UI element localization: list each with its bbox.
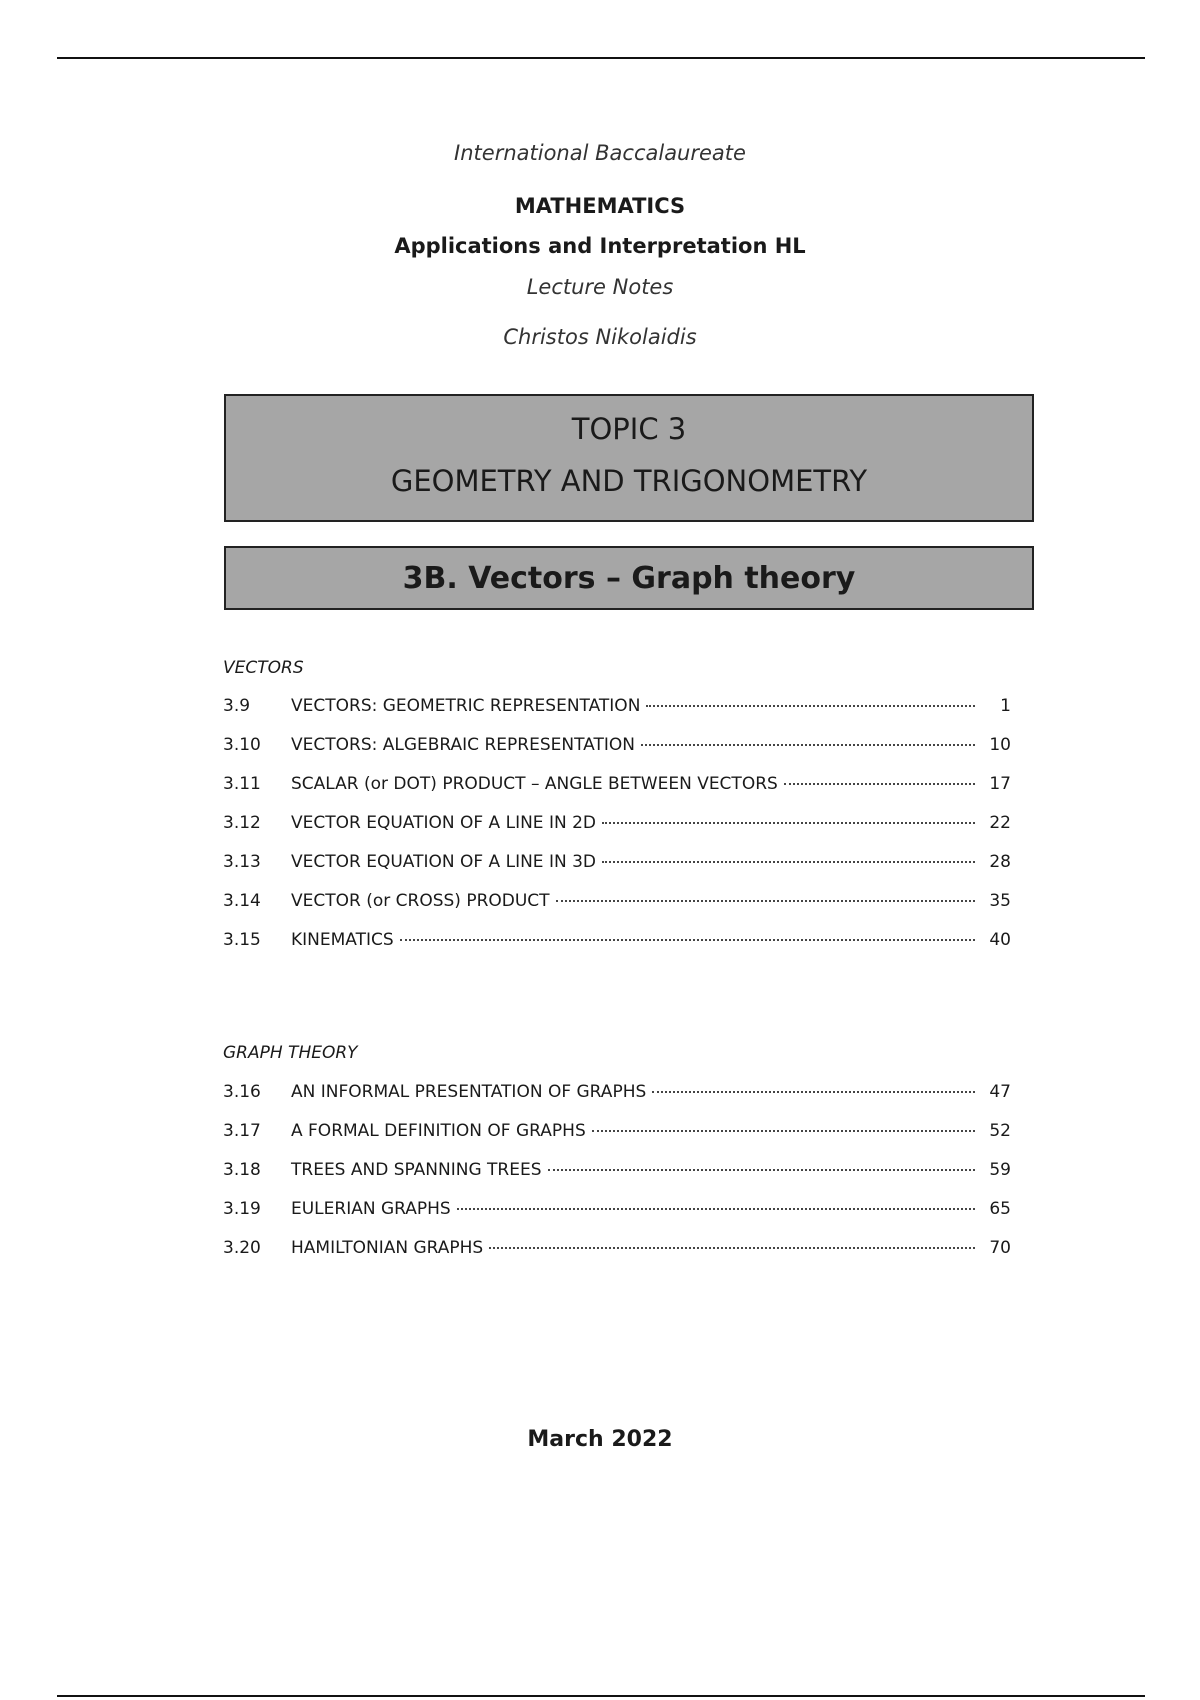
toc-entry-number: 3.10: [223, 735, 261, 755]
toc-entry[interactable]: [223, 1121, 1011, 1160]
toc-entry-title: VECTOR EQUATION OF A LINE IN 2D: [291, 813, 596, 833]
toc-entry-page: 28: [989, 852, 1011, 872]
section-heading-graph-theory: GRAPH THEORY: [223, 1043, 358, 1063]
document-type: Lecture Notes: [526, 275, 674, 299]
toc-entry-number: 3.14: [223, 891, 261, 911]
toc-entry[interactable]: [223, 1199, 1011, 1238]
subtopic-title: 3B. Vectors – Graph theory: [402, 561, 856, 596]
toc-leader-dots: [784, 783, 975, 785]
toc-entry-number: 3.15: [223, 930, 261, 950]
toc-entry-title: VECTOR EQUATION OF A LINE IN 3D: [291, 852, 596, 872]
toc-entry-page: 52: [989, 1121, 1011, 1141]
toc-entry[interactable]: [223, 696, 1011, 735]
toc-entry-title: VECTOR (or CROSS) PRODUCT: [291, 891, 550, 911]
institution-name: International Baccalaureate: [454, 141, 746, 165]
toc-leader-dots: [489, 1247, 975, 1249]
top-rule: [57, 57, 1145, 59]
toc-entry[interactable]: [223, 930, 1011, 969]
toc-entry-number: 3.19: [223, 1199, 261, 1219]
toc-entry-title: HAMILTONIAN GRAPHS: [291, 1238, 484, 1258]
toc-leader-dots: [556, 900, 975, 902]
toc-list-vectors: [223, 696, 1011, 969]
subject-title: MATHEMATICS: [514, 194, 686, 218]
toc-entry-number: 3.12: [223, 813, 261, 833]
toc-entry-page: 70: [989, 1238, 1011, 1258]
toc-entry[interactable]: [223, 774, 1011, 813]
toc-entry-title: TREES AND SPANNING TREES: [291, 1160, 542, 1180]
toc-entry-number: 3.11: [223, 774, 261, 794]
toc-list-graph-theory: [223, 1082, 1011, 1277]
toc-entry-page: 47: [989, 1082, 1011, 1102]
toc-entry-page: 17: [989, 774, 1011, 794]
toc-entry-title: VECTORS: GEOMETRIC REPRESENTATION: [291, 696, 641, 716]
toc-entry-number: 3.16: [223, 1082, 261, 1102]
toc-entry-number: 3.17: [223, 1121, 261, 1141]
toc-leader-dots: [457, 1208, 975, 1210]
section-heading-vectors: VECTORS: [223, 658, 304, 678]
toc-entry-number: 3.18: [223, 1160, 261, 1180]
toc-entry-page: 65: [989, 1199, 1011, 1219]
toc-entry[interactable]: [223, 1082, 1011, 1121]
toc-leader-dots: [592, 1130, 975, 1132]
toc-entry-title: SCALAR (or DOT) PRODUCT – ANGLE BETWEEN VECTORS: [291, 774, 778, 794]
toc-leader-dots: [602, 822, 975, 824]
toc-entry[interactable]: [223, 891, 1011, 930]
toc-entry-page: 35: [989, 891, 1011, 911]
topic-label: TOPIC 3: [571, 412, 687, 446]
publication-date: March 2022: [527, 1427, 673, 1452]
topic-title: GEOMETRY AND TRIGONOMETRY: [390, 464, 868, 498]
course-title: Applications and Interpretation HL: [394, 234, 806, 258]
toc-entry-title: VECTORS: ALGEBRAIC REPRESENTATION: [291, 735, 635, 755]
toc-entry-title: KINEMATICS: [291, 930, 394, 950]
toc-entry-number: 3.9: [223, 696, 251, 716]
toc-entry-title: AN INFORMAL PRESENTATION OF GRAPHS: [291, 1082, 647, 1102]
toc-entry[interactable]: [223, 735, 1011, 774]
toc-entry-page: 22: [989, 813, 1011, 833]
toc-leader-dots: [602, 861, 975, 863]
toc-leader-dots: [641, 744, 975, 746]
toc-entry[interactable]: [223, 813, 1011, 852]
toc-entry-title: A FORMAL DEFINITION OF GRAPHS: [291, 1121, 586, 1141]
toc-entry-page: 1: [1000, 696, 1011, 716]
topic-banner: [224, 394, 1034, 522]
toc-entry-number: 3.20: [223, 1238, 261, 1258]
author-name: Christos Nikolaidis: [503, 325, 697, 349]
bottom-rule: [57, 1695, 1145, 1697]
toc-entry[interactable]: [223, 852, 1011, 891]
subtopic-banner: [224, 546, 1034, 610]
toc-leader-dots: [652, 1091, 975, 1093]
toc-entry-title: EULERIAN GRAPHS: [291, 1199, 451, 1219]
toc-entry-number: 3.13: [223, 852, 261, 872]
toc-entry-page: 10: [989, 735, 1011, 755]
toc-leader-dots: [400, 939, 975, 941]
toc-entry-page: 59: [989, 1160, 1011, 1180]
toc-leader-dots: [548, 1169, 975, 1171]
toc-entry-page: 40: [989, 930, 1011, 950]
toc-entry[interactable]: [223, 1160, 1011, 1199]
toc-entry[interactable]: [223, 1238, 1011, 1277]
toc-leader-dots: [646, 705, 975, 707]
